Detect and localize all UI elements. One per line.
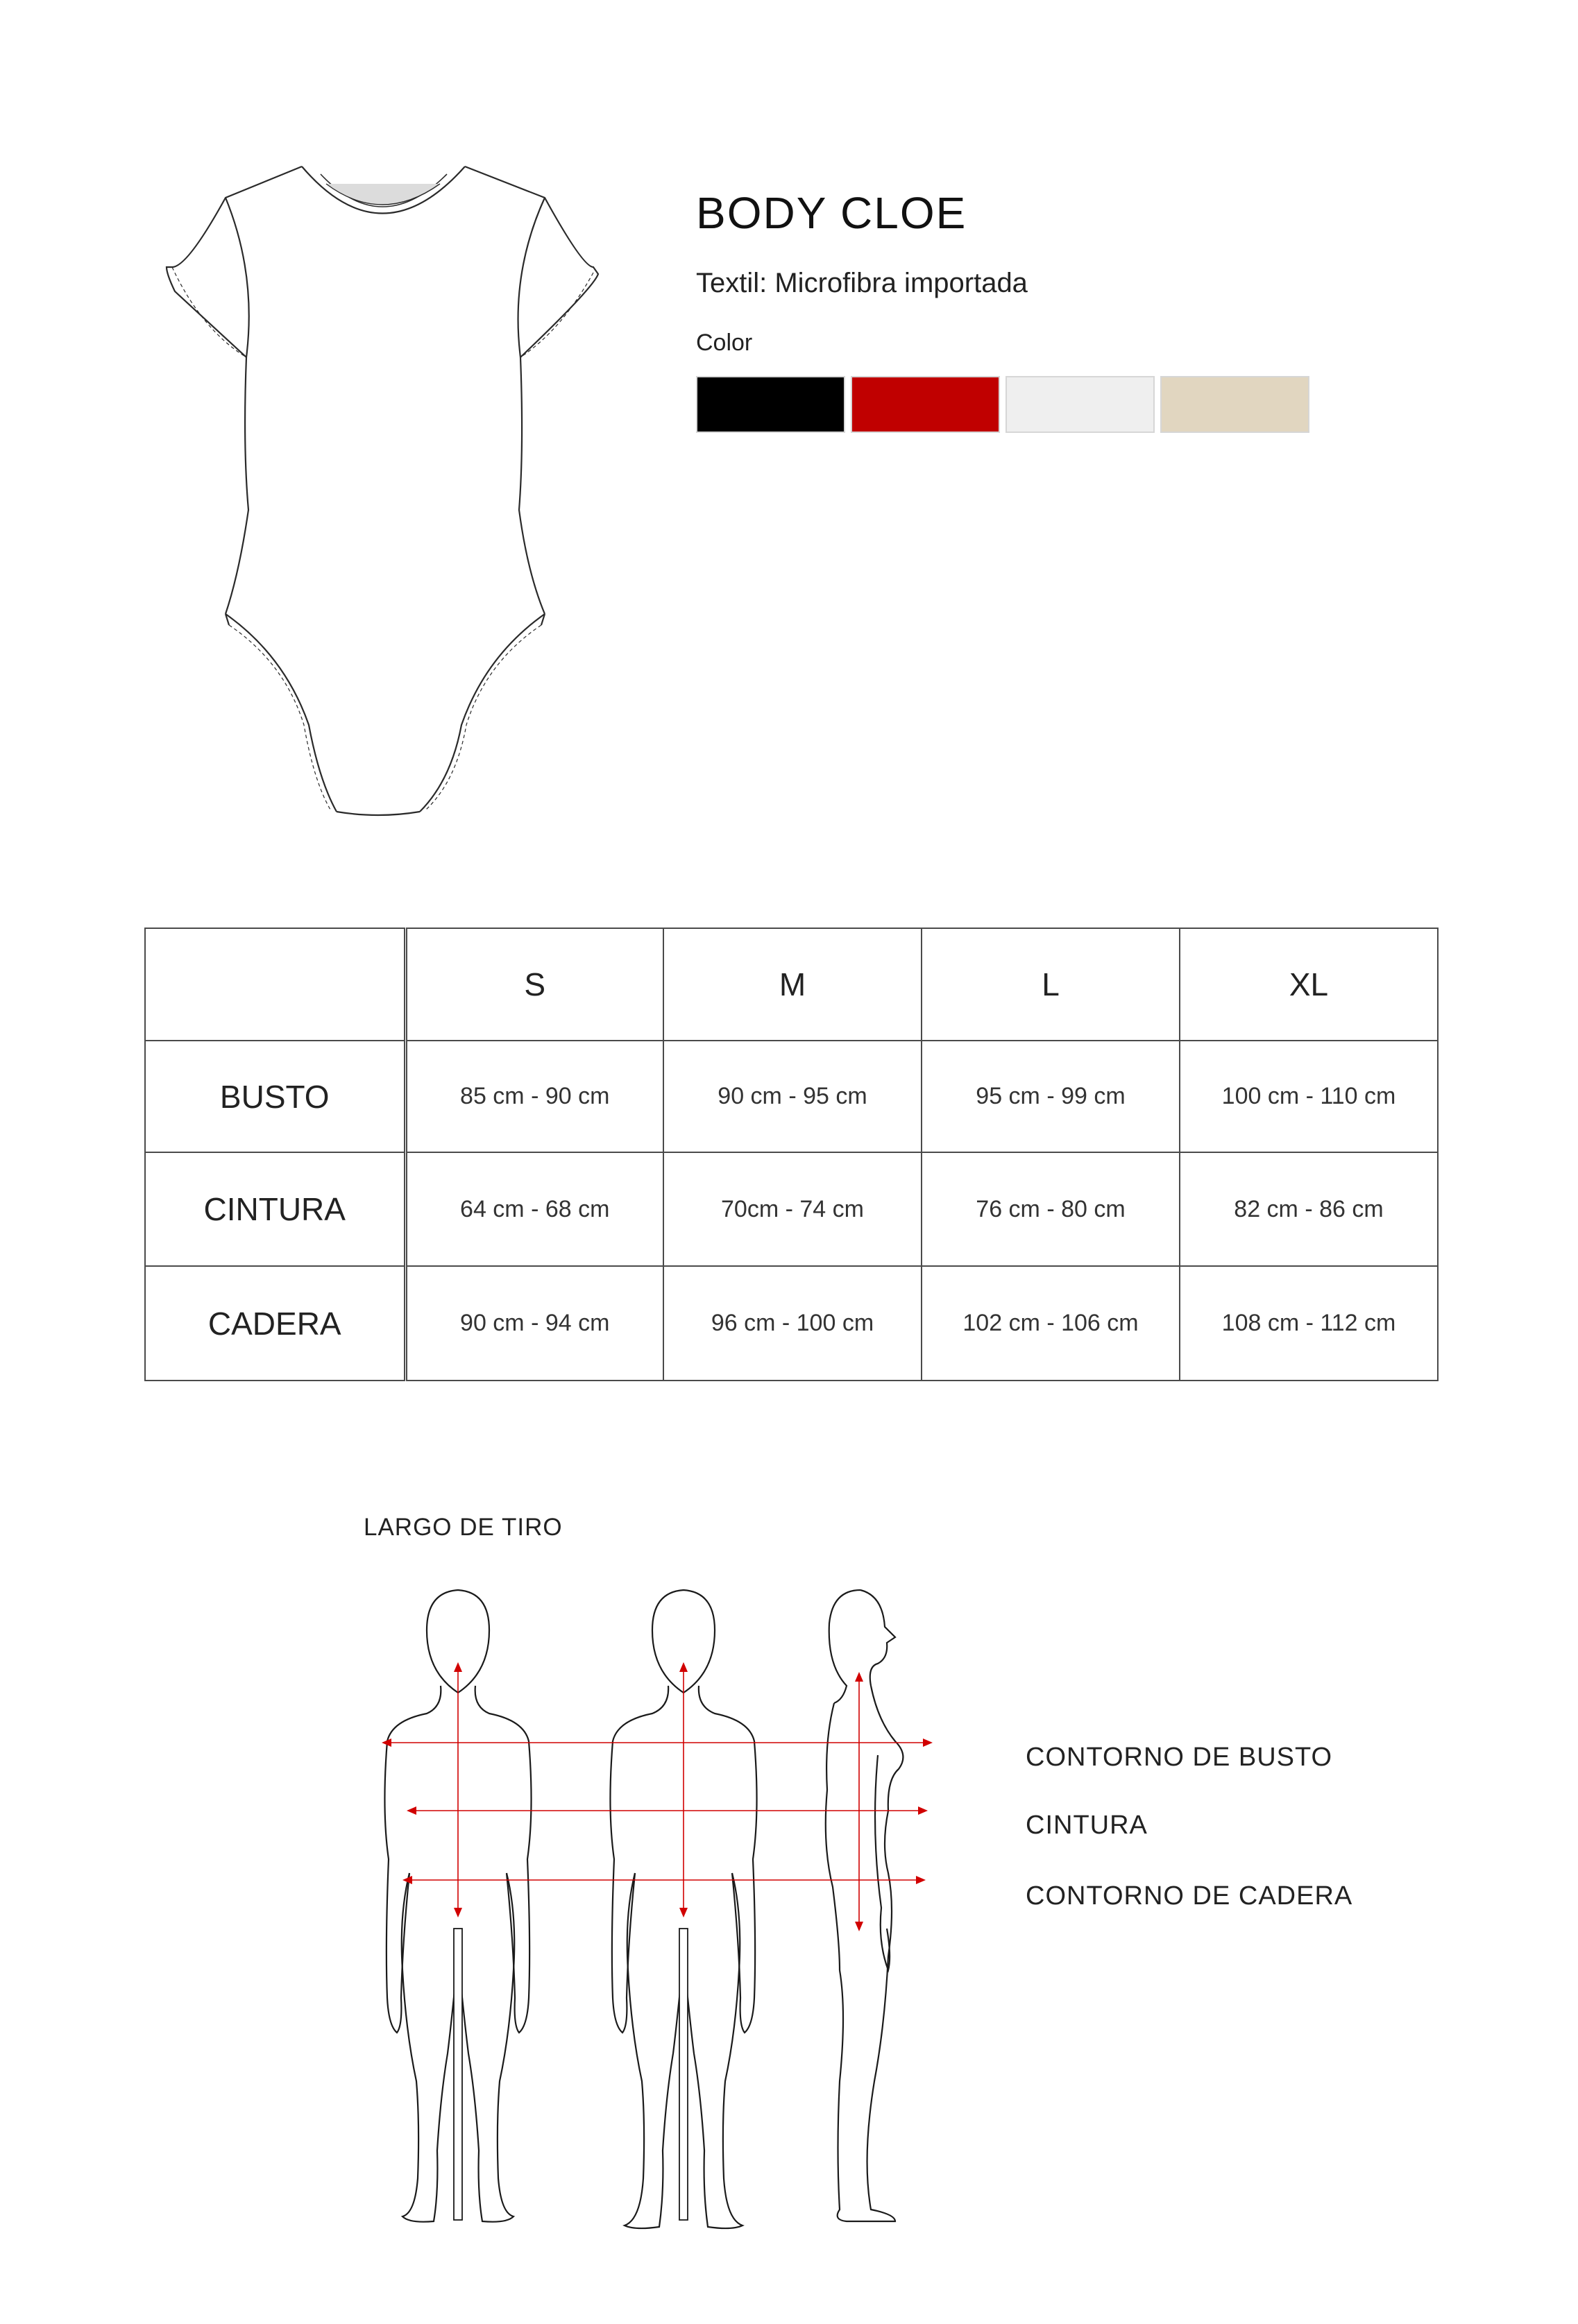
table-cell: 76 cm - 80 cm: [922, 1152, 1180, 1266]
table-row: [145, 1041, 1438, 1152]
table-cell: 70cm - 74 cm: [663, 1152, 922, 1266]
table-cell: 102 cm - 106 cm: [922, 1266, 1180, 1381]
swatch-white[interactable]: [1006, 376, 1155, 433]
swatch-beige[interactable]: [1160, 376, 1309, 433]
color-label: Color: [696, 330, 753, 356]
table-cell: 108 cm - 112 cm: [1180, 1266, 1438, 1381]
table-cell: 82 cm - 86 cm: [1180, 1152, 1438, 1266]
table-cell: 100 cm - 110 cm: [1180, 1041, 1438, 1152]
size-header: S: [405, 928, 663, 1041]
measurement-arrows: [382, 1662, 933, 1931]
table-cell: 95 cm - 99 cm: [922, 1041, 1180, 1152]
body-measurement-figures: [361, 1582, 944, 2241]
size-header: L: [922, 928, 1180, 1041]
table-header-row: [145, 928, 1438, 1041]
row-label: BUSTO: [145, 1041, 405, 1152]
table-row: [145, 1152, 1438, 1266]
table-cell: 64 cm - 68 cm: [405, 1152, 663, 1266]
row-label: CINTURA: [145, 1152, 405, 1266]
table-cell: 90 cm - 94 cm: [405, 1266, 663, 1381]
bodysuit-drawing: [160, 156, 604, 836]
product-title: BODY CLOE: [696, 188, 967, 238]
swatch-black[interactable]: [696, 376, 845, 433]
row-label: CADERA: [145, 1266, 405, 1381]
color-swatches: [696, 376, 1309, 433]
swatch-red[interactable]: [851, 376, 1000, 433]
waist-label: CINTURA: [1026, 1811, 1148, 1840]
figure-side-view: [826, 1590, 903, 2221]
size-table: [144, 928, 1439, 1381]
table-cell: 96 cm - 100 cm: [663, 1266, 922, 1381]
textile-description: Textil: Microfibra importada: [696, 268, 1028, 298]
hip-label: CONTORNO DE CADERA: [1026, 1881, 1353, 1911]
size-header: M: [663, 928, 922, 1041]
size-header: XL: [1180, 928, 1438, 1041]
table-row: [145, 1266, 1438, 1381]
table-cell: 90 cm - 95 cm: [663, 1041, 922, 1152]
table-corner-cell: [145, 928, 405, 1041]
measurement-title: LARGO DE TIRO: [364, 1514, 563, 1541]
bust-label: CONTORNO DE BUSTO: [1026, 1743, 1333, 1772]
table-cell: 85 cm - 90 cm: [405, 1041, 663, 1152]
